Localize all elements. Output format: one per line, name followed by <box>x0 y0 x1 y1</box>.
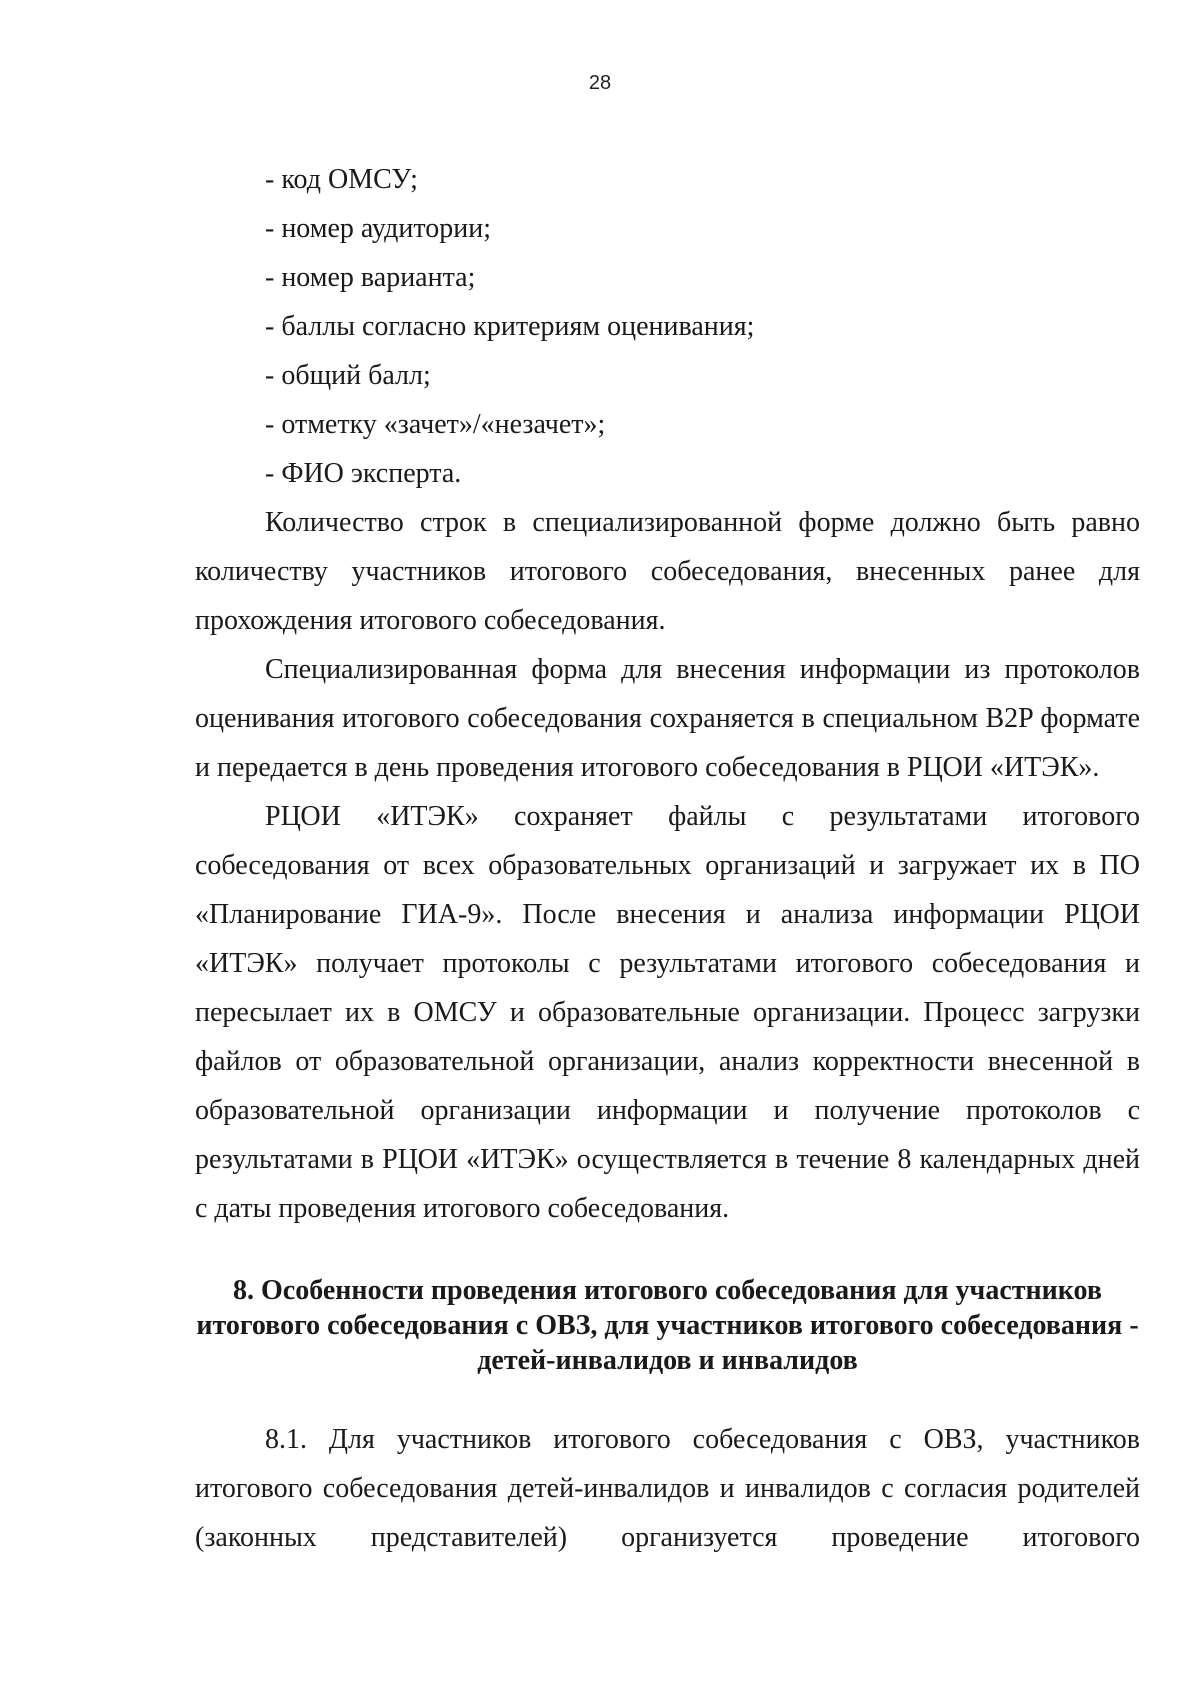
paragraph-rcoi-processing: РЦОИ «ИТЭК» сохраняет файлы с результатами итогового собеседования от всех образовательных организаций и загружает их в ПО «Планирование ГИА-9». После внесения и анализа информации РЦОИ «ИТЭК» получает протоколы с результатами итогового собеседования и пересылает их в ОМСУ и образовательные организации. Процесс загрузки файлов от образовательной организации, анализ корректности внесенной в образовательной организации информации и получение протоколов с результатами в РЦОИ «ИТЭК» осуществляется в течение 8 календарных дней с даты проведения итогового собеседования. <box>195 801 1140 1224</box>
list-item: - код ОМСУ; <box>265 164 418 195</box>
list-item: - номер аудитории; <box>265 213 492 244</box>
list-item: - общий балл; <box>265 360 431 391</box>
page-number: 28 <box>588 72 612 94</box>
document-body <box>195 155 1140 1562</box>
section-heading: 8. Особенности проведения итогового собеседования для участников итогового собеседования с ОВЗ, для участников итогового собеседования - детей-инвалидов и инвалидов <box>196 1275 1139 1376</box>
paragraph-section-8-1: 8.1. Для участников итогового собеседования с ОВЗ, участников итогового собеседования детей-инвалидов и инвалидов с согласия родителей (законных представителей) организуется проведение итогового <box>195 1424 1140 1553</box>
paragraph-row-count: Количество строк в специализированной форме должно быть равно количеству участников итогового собеседования, внесенных ранее для прохождения итогового собеседования. <box>195 507 1140 636</box>
field-list <box>195 155 1140 498</box>
list-item: - отметку «зачет»/«незачет»; <box>265 409 606 440</box>
list-item: - номер варианта; <box>265 262 476 293</box>
list-item: - ФИО эксперта. <box>265 458 462 489</box>
list-item: - баллы согласно критериям оценивания; <box>265 311 755 342</box>
paragraph-form-format: Специализированная форма для внесения информации из протоколов оценивания итогового собеседования сохраняется в специальном B2P формате и передается в день проведения итогового собеседования в РЦОИ «ИТЭК». <box>195 654 1140 783</box>
